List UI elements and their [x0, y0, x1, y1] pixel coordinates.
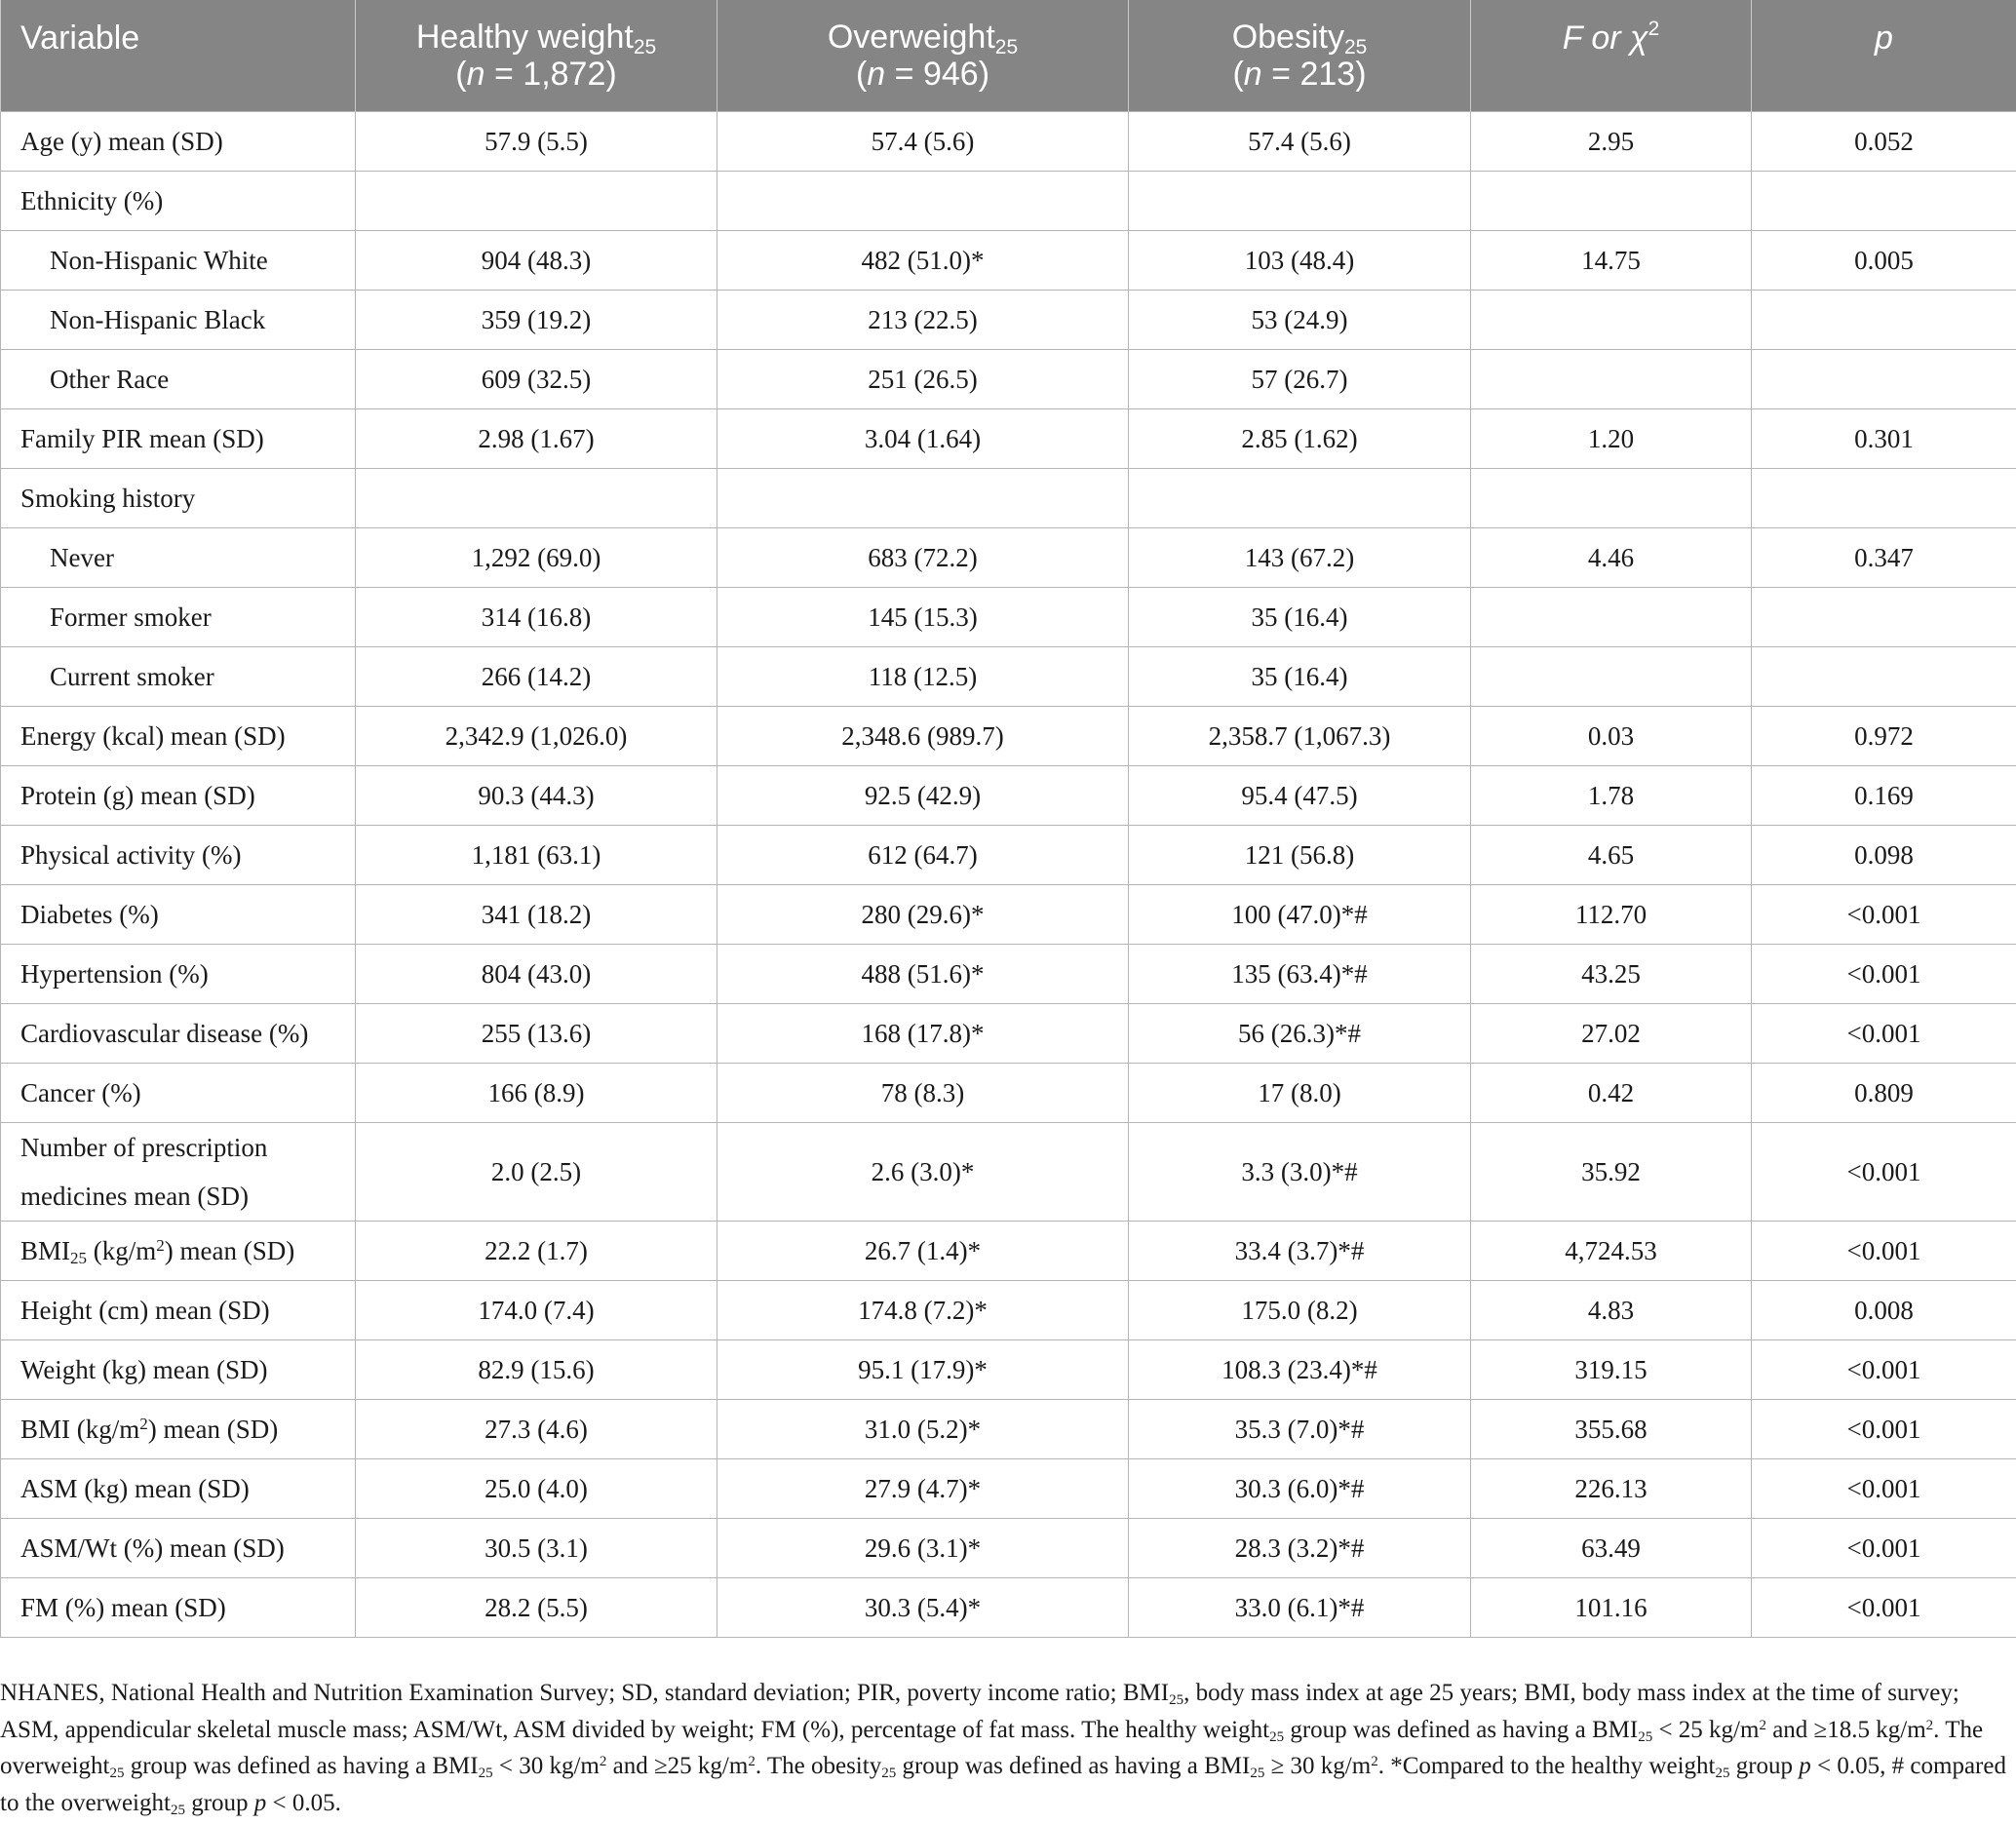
- header-variable: Variable: [1, 0, 356, 111]
- row-label: Smoking history: [1, 468, 356, 527]
- row-label: Other Race: [1, 349, 356, 408]
- row-label: FM (%) mean (SD): [1, 1577, 356, 1637]
- cell-p: <0.001: [1752, 1221, 2016, 1280]
- cell-overweight: 174.8 (7.2)*: [717, 1280, 1129, 1339]
- header-row: [1, 0, 2016, 111]
- cell-obesity: 95.4 (47.5): [1129, 765, 1471, 825]
- cell-statistic: 319.15: [1471, 1339, 1752, 1399]
- cell-healthy: 359 (19.2): [356, 290, 717, 349]
- cell-statistic: [1471, 587, 1752, 646]
- table-row: [1, 290, 2016, 349]
- cell-statistic: 4,724.53: [1471, 1221, 1752, 1280]
- cell-overweight: 118 (12.5): [717, 646, 1129, 706]
- cell-statistic: [1471, 646, 1752, 706]
- cell-overweight: 2.6 (3.0)*: [717, 1122, 1129, 1221]
- cell-overweight: 3.04 (1.64): [717, 408, 1129, 468]
- cell-obesity: 175.0 (8.2): [1129, 1280, 1471, 1339]
- cell-p: [1752, 290, 2016, 349]
- cell-overweight: 27.9 (4.7)*: [717, 1458, 1129, 1518]
- cell-statistic: 112.70: [1471, 884, 1752, 944]
- cell-p: <0.001: [1752, 1122, 2016, 1221]
- cell-overweight: 31.0 (5.2)*: [717, 1399, 1129, 1458]
- row-label: Never: [1, 527, 356, 587]
- table-row: [1, 230, 2016, 290]
- cell-statistic: 27.02: [1471, 1003, 1752, 1063]
- table-row: [1, 1518, 2016, 1577]
- table-body: [1, 111, 2016, 1637]
- cell-overweight: [717, 468, 1129, 527]
- cell-obesity: 108.3 (23.4)*#: [1129, 1339, 1471, 1399]
- cell-statistic: [1471, 349, 1752, 408]
- cell-statistic: 1.20: [1471, 408, 1752, 468]
- table-row: [1, 1399, 2016, 1458]
- cell-obesity: 143 (67.2): [1129, 527, 1471, 587]
- cell-p: <0.001: [1752, 884, 2016, 944]
- row-label: Family PIR mean (SD): [1, 408, 356, 468]
- cell-overweight: 92.5 (42.9): [717, 765, 1129, 825]
- cell-healthy: [356, 468, 717, 527]
- cell-p: <0.001: [1752, 1518, 2016, 1577]
- cell-healthy: 804 (43.0): [356, 944, 717, 1003]
- row-label: Physical activity (%): [1, 825, 356, 884]
- cell-healthy: 1,292 (69.0): [356, 527, 717, 587]
- cell-p: 0.809: [1752, 1063, 2016, 1122]
- cell-healthy: 314 (16.8): [356, 587, 717, 646]
- cell-overweight: 683 (72.2): [717, 527, 1129, 587]
- cell-obesity: 57 (26.7): [1129, 349, 1471, 408]
- cell-healthy: 1,181 (63.1): [356, 825, 717, 884]
- table-row: [1, 646, 2016, 706]
- cell-obesity: 135 (63.4)*#: [1129, 944, 1471, 1003]
- cell-p: <0.001: [1752, 1399, 2016, 1458]
- cell-healthy: 255 (13.6): [356, 1003, 717, 1063]
- cell-obesity: 121 (56.8): [1129, 825, 1471, 884]
- cell-obesity: 2.85 (1.62): [1129, 408, 1471, 468]
- table-row: [1, 111, 2016, 171]
- cell-overweight: 251 (26.5): [717, 349, 1129, 408]
- cell-statistic: 2.95: [1471, 111, 1752, 171]
- cell-statistic: 4.83: [1471, 1280, 1752, 1339]
- table-row: [1, 944, 2016, 1003]
- cell-obesity: 30.3 (6.0)*#: [1129, 1458, 1471, 1518]
- cell-healthy: 2,342.9 (1,026.0): [356, 706, 717, 765]
- cell-healthy: 341 (18.2): [356, 884, 717, 944]
- cell-obesity: 56 (26.3)*#: [1129, 1003, 1471, 1063]
- table-row: [1, 1003, 2016, 1063]
- cell-statistic: [1471, 171, 1752, 230]
- row-label: $BMI_{25}$ $(kg/m^2)$ mean (SD): [1, 1221, 356, 1280]
- row-label: Number of prescription medicines mean (SD): [1, 1122, 356, 1221]
- cell-overweight: [717, 171, 1129, 230]
- cell-healthy: 609 (32.5): [356, 349, 717, 408]
- cell-healthy: 166 (8.9): [356, 1063, 717, 1122]
- cell-healthy: 27.3 (4.6): [356, 1399, 717, 1458]
- cell-statistic: [1471, 468, 1752, 527]
- cell-obesity: 103 (48.4): [1129, 230, 1471, 290]
- cell-p: <0.001: [1752, 1458, 2016, 1518]
- cell-p: [1752, 468, 2016, 527]
- cell-obesity: 2,358.7 (1,067.3): [1129, 706, 1471, 765]
- table-row: [1, 587, 2016, 646]
- table-row: [1, 527, 2016, 587]
- header-obesity: Obesity$_{25}$ (n = 213): [1129, 0, 1471, 111]
- table-row: [1, 349, 2016, 408]
- cell-statistic: 4.65: [1471, 825, 1752, 884]
- row-label: BMI $(kg/m^2)$ mean (SD): [1, 1399, 356, 1458]
- cell-statistic: 1.78: [1471, 765, 1752, 825]
- row-label: ASM (kg) mean (SD): [1, 1458, 356, 1518]
- cell-healthy: 22.2 (1.7): [356, 1221, 717, 1280]
- row-label: ASM/Wt (%) mean (SD): [1, 1518, 356, 1577]
- table-row: [1, 1577, 2016, 1637]
- cell-obesity: 17 (8.0): [1129, 1063, 1471, 1122]
- cell-overweight: 168 (17.8)*: [717, 1003, 1129, 1063]
- cell-statistic: 101.16: [1471, 1577, 1752, 1637]
- row-label: Non-Hispanic Black: [1, 290, 356, 349]
- row-label: Weight (kg) mean (SD): [1, 1339, 356, 1399]
- row-label: Age (y) mean (SD): [1, 111, 356, 171]
- cell-healthy: 174.0 (7.4): [356, 1280, 717, 1339]
- cell-obesity: 35.3 (7.0)*#: [1129, 1399, 1471, 1458]
- cell-overweight: 30.3 (5.4)*: [717, 1577, 1129, 1637]
- cell-p: [1752, 171, 2016, 230]
- cell-overweight: 488 (51.6)*: [717, 944, 1129, 1003]
- cell-overweight: 213 (22.5): [717, 290, 1129, 349]
- cell-obesity: 100 (47.0)*#: [1129, 884, 1471, 944]
- cell-obesity: 35 (16.4): [1129, 587, 1471, 646]
- cell-obesity: 35 (16.4): [1129, 646, 1471, 706]
- cell-p: 0.008: [1752, 1280, 2016, 1339]
- table-row: [1, 1458, 2016, 1518]
- cell-overweight: 57.4 (5.6): [717, 111, 1129, 171]
- header-healthy-weight: Healthy weight$_{25}$ (n = 1,872): [356, 0, 717, 111]
- cell-statistic: 35.92: [1471, 1122, 1752, 1221]
- cell-obesity: 33.4 (3.7)*#: [1129, 1221, 1471, 1280]
- header-overweight: Overweight$_{25}$ (n = 946): [717, 0, 1129, 111]
- table-row: [1, 408, 2016, 468]
- cell-statistic: 14.75: [1471, 230, 1752, 290]
- table-row: [1, 706, 2016, 765]
- cell-overweight: 482 (51.0)*: [717, 230, 1129, 290]
- cell-healthy: 28.2 (5.5): [356, 1577, 717, 1637]
- table-row: [1, 1221, 2016, 1280]
- cell-overweight: 95.1 (17.9)*: [717, 1339, 1129, 1399]
- cell-healthy: 25.0 (4.0): [356, 1458, 717, 1518]
- cell-p: 0.347: [1752, 527, 2016, 587]
- cell-overweight: 145 (15.3): [717, 587, 1129, 646]
- cell-statistic: 0.03: [1471, 706, 1752, 765]
- header-f-chi-square: F or $\chi^2$: [1471, 0, 1752, 111]
- table-row: [1, 171, 2016, 230]
- cell-obesity: 53 (24.9): [1129, 290, 1471, 349]
- cell-p: 0.005: [1752, 230, 2016, 290]
- row-label: Cardiovascular disease (%): [1, 1003, 356, 1063]
- cell-p: <0.001: [1752, 1003, 2016, 1063]
- cell-overweight: 280 (29.6)*: [717, 884, 1129, 944]
- cell-overweight: 26.7 (1.4)*: [717, 1221, 1129, 1280]
- cell-overweight: 612 (64.7): [717, 825, 1129, 884]
- row-label: Former smoker: [1, 587, 356, 646]
- cell-healthy: 57.9 (5.5): [356, 111, 717, 171]
- cell-p: <0.001: [1752, 1339, 2016, 1399]
- cell-obesity: 57.4 (5.6): [1129, 111, 1471, 171]
- cell-healthy: 82.9 (15.6): [356, 1339, 717, 1399]
- header-p-value: p: [1752, 0, 2016, 111]
- cell-healthy: 904 (48.3): [356, 230, 717, 290]
- cell-p: <0.001: [1752, 1577, 2016, 1637]
- table-row: [1, 825, 2016, 884]
- cell-healthy: 2.0 (2.5): [356, 1122, 717, 1221]
- table-row: [1, 1339, 2016, 1399]
- cell-p: 0.098: [1752, 825, 2016, 884]
- cell-healthy: 266 (14.2): [356, 646, 717, 706]
- cell-statistic: 63.49: [1471, 1518, 1752, 1577]
- row-label: Energy (kcal) mean (SD): [1, 706, 356, 765]
- cell-statistic: 0.42: [1471, 1063, 1752, 1122]
- row-label: Ethnicity (%): [1, 171, 356, 230]
- table-row: [1, 468, 2016, 527]
- cell-p: 0.169: [1752, 765, 2016, 825]
- cell-obesity: [1129, 468, 1471, 527]
- table-row: [1, 1063, 2016, 1122]
- cell-p: [1752, 349, 2016, 408]
- cell-p: 0.301: [1752, 408, 2016, 468]
- cell-statistic: 226.13: [1471, 1458, 1752, 1518]
- cell-statistic: 4.46: [1471, 527, 1752, 587]
- cell-overweight: 2,348.6 (989.7): [717, 706, 1129, 765]
- row-label: Protein (g) mean (SD): [1, 765, 356, 825]
- cell-healthy: 90.3 (44.3): [356, 765, 717, 825]
- cell-statistic: 43.25: [1471, 944, 1752, 1003]
- row-label: Height (cm) mean (SD): [1, 1280, 356, 1339]
- row-label: Current smoker: [1, 646, 356, 706]
- table-row: [1, 884, 2016, 944]
- cell-p: <0.001: [1752, 944, 2016, 1003]
- cell-healthy: 2.98 (1.67): [356, 408, 717, 468]
- cell-obesity: [1129, 171, 1471, 230]
- table-row: [1, 1280, 2016, 1339]
- cell-p: [1752, 646, 2016, 706]
- cell-statistic: [1471, 290, 1752, 349]
- row-label: Diabetes (%): [1, 884, 356, 944]
- row-label: Non-Hispanic White: [1, 230, 356, 290]
- cell-healthy: [356, 171, 717, 230]
- cell-obesity: 28.3 (3.2)*#: [1129, 1518, 1471, 1577]
- cell-statistic: 355.68: [1471, 1399, 1752, 1458]
- table-row: [1, 765, 2016, 825]
- cell-p: 0.052: [1752, 111, 2016, 171]
- cell-p: 0.972: [1752, 706, 2016, 765]
- cell-overweight: 29.6 (3.1)*: [717, 1518, 1129, 1577]
- table-row: [1, 1122, 2016, 1221]
- cell-overweight: 78 (8.3): [717, 1063, 1129, 1122]
- row-label: Cancer (%): [1, 1063, 356, 1122]
- row-label: Hypertension (%): [1, 944, 356, 1003]
- cell-obesity: 33.0 (6.1)*#: [1129, 1577, 1471, 1637]
- cell-healthy: 30.5 (3.1): [356, 1518, 717, 1577]
- cell-p: [1752, 587, 2016, 646]
- cell-obesity: 3.3 (3.0)*#: [1129, 1122, 1471, 1221]
- table-footnote: NHANES, National Health and Nutrition Examination Survey; SD, standard deviation; PIR, poverty income ratio; $BMI_{25}$, body mass index at age 25 years; BMI, body mass index at the time of survey; ASM, appendicular skeletal muscle mass; ASM/Wt, ASM divided by weight; FM (%), percentage of fat mass. The healthy weight$_{25}$ group was defined as having a $BMI_{25} < 25$ $kg/m^2$ and ≥18.5 $kg/m^2$. The overweight$_{25}$ group was defined as having a $BMI_{25} < 30$ $kg/m^2$ and ≥25 $kg/m^2$. The obesity$_{25}$ group was defined as having a $BMI_{25} \ge 30$ $kg/m^2$. *Compared to the healthy weight$_{25}$ group p < 0.05, # compared to the overweight$_{25}$ group p < 0.05.: [0, 1680, 2006, 1818]
